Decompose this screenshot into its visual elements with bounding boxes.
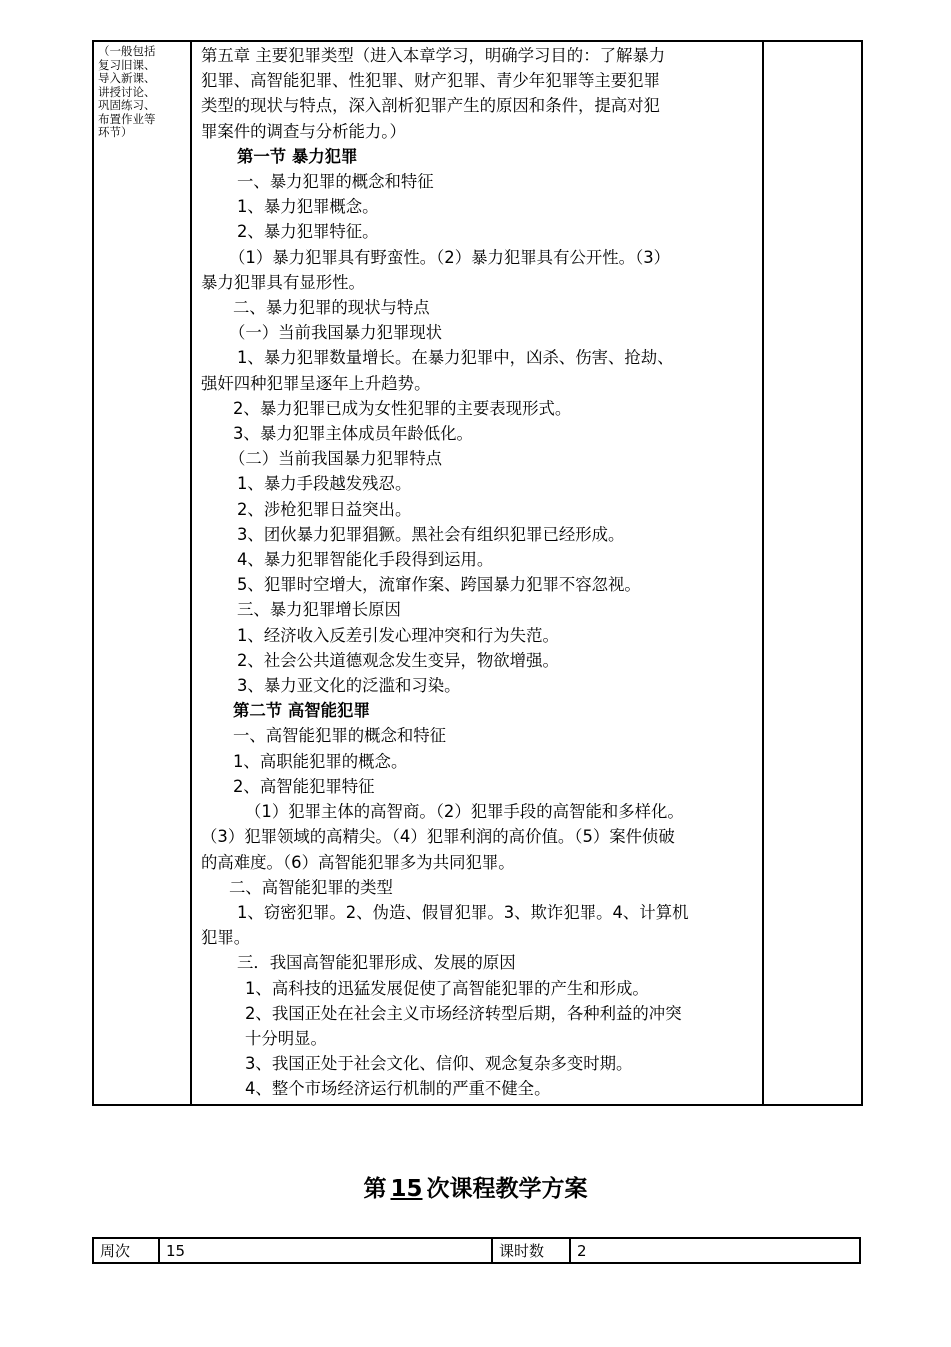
hours-value: 2 — [570, 1238, 860, 1263]
content-line: 3、团伙暴力犯罪猖獗。黑社会有组织犯罪已经形成。 — [237, 524, 625, 544]
lesson-plan-title — [0, 1170, 951, 1203]
content-line: （1）暴力犯罪具有野蛮性。（2）暴力犯罪具有公开性。（3） — [229, 247, 671, 267]
content-line: 的高难度。（6）高智能犯罪多为共同犯罪。 — [201, 852, 515, 872]
content-line: 1、窃密犯罪。2、伪造、假冒犯罪。3、欺诈犯罪。4、计算机 — [237, 902, 689, 922]
content-line: 1、暴力犯罪概念。 — [237, 197, 379, 217]
content-line: 1、高职能犯罪的概念。 — [233, 751, 408, 771]
content-line: 1、经济收入反差引发心理冲突和行为失范。 — [237, 625, 559, 645]
week-label: 周次 — [93, 1238, 159, 1263]
title-prefix: 第 — [363, 1176, 387, 1202]
section-heading: 第一节 暴力犯罪 — [237, 146, 358, 166]
title-lesson-number: 15 — [390, 1176, 423, 1202]
remarks-cell — [763, 41, 862, 1105]
content-line: 三、暴力犯罪增长原因 — [237, 600, 401, 620]
content-line: 暴力犯罪具有显形性。 — [201, 272, 365, 292]
content-line: 2、涉枪犯罪日益突出。 — [237, 499, 412, 519]
content-line: 犯罪。 — [201, 928, 251, 948]
content-line: 4、暴力犯罪智能化手段得到运用。 — [237, 550, 494, 570]
content-line: （一）当前我国暴力犯罪现状 — [229, 323, 443, 343]
content-line: 2、我国正处在社会主义市场经济转型后期，各种利益的冲突 — [245, 1003, 682, 1023]
content-line: 3、我国正处于社会文化、信仰、观念复杂多变时期。 — [245, 1054, 633, 1074]
hours-label: 课时数 — [492, 1238, 570, 1263]
content-line: 5、犯罪时空增大，流窜作案、跨国暴力犯罪不容忽视。 — [237, 575, 641, 595]
section-heading: 第二节 高智能犯罪 — [233, 701, 370, 721]
content-line: 三．我国高智能犯罪形成、发展的原因 — [237, 953, 516, 973]
content-line: 2、暴力犯罪已成为女性犯罪的主要表现形式。 — [233, 398, 572, 418]
content-line: 二、暴力犯罪的现状与特点 — [233, 298, 430, 318]
lesson-content-table — [92, 40, 863, 1106]
content-line: 1、暴力手段越发残忍。 — [237, 474, 412, 494]
content-line: 3、暴力亚文化的泛滥和习染。 — [237, 676, 461, 696]
content-line: 一、高智能犯罪的概念和特征 — [233, 726, 447, 746]
content-line: 十分明显。 — [245, 1028, 327, 1048]
content-line: 1、高科技的迅猛发展促使了高智能犯罪的产生和形成。 — [245, 978, 649, 998]
side-note: （一般包括 复习旧课、 导入新课、 讲授讨论、 巩固练习、 布置作业等 环节） — [98, 44, 156, 139]
lesson-content — [192, 42, 762, 1102]
content-line: 2、暴力犯罪特征。 — [237, 222, 379, 242]
content-line: 二、高智能犯罪的类型 — [229, 877, 393, 897]
content-line: 罪案件的调查与分析能力。） — [201, 121, 406, 141]
content-line: 2、高智能犯罪特征 — [233, 776, 375, 796]
content-line: 4、整个市场经济运行机制的严重不健全。 — [245, 1079, 551, 1099]
content-line: 强奸四种犯罪呈逐年上升趋势。 — [201, 373, 431, 393]
content-line: 第五章 主要犯罪类型（进入本章学习，明确学习目的：了解暴力 — [201, 46, 666, 65]
content-line: 1、暴力犯罪数量增长。在暴力犯罪中，凶杀、伤害、抢劫、 — [237, 348, 674, 368]
content-line: 2、社会公共道德观念发生变异，物欲增强。 — [237, 650, 559, 670]
content-cell — [191, 41, 763, 1105]
content-line: （3）犯罪领域的高精尖。（4）犯罪利润的高价值。（5）案件侦破 — [201, 827, 675, 847]
content-line: （1）犯罪主体的高智商。（2）犯罪手段的高智能和多样化。 — [245, 802, 684, 822]
content-line: 犯罪、高智能犯罪、性犯罪、财产犯罪、青少年犯罪等主要犯罪 — [201, 71, 660, 91]
content-line: 类型的现状与特点，深入剖析犯罪产生的原因和条件，提高对犯 — [201, 96, 660, 116]
content-line: （二）当前我国暴力犯罪特点 — [229, 449, 443, 469]
week-value: 15 — [159, 1238, 492, 1263]
content-line: 一、暴力犯罪的概念和特征 — [237, 172, 434, 192]
side-note-cell — [93, 41, 191, 1105]
content-line: 3、暴力犯罪主体成员年龄低化。 — [233, 424, 473, 444]
lesson-info-table — [92, 1237, 861, 1264]
title-suffix: 次课程教学方案 — [426, 1176, 588, 1202]
